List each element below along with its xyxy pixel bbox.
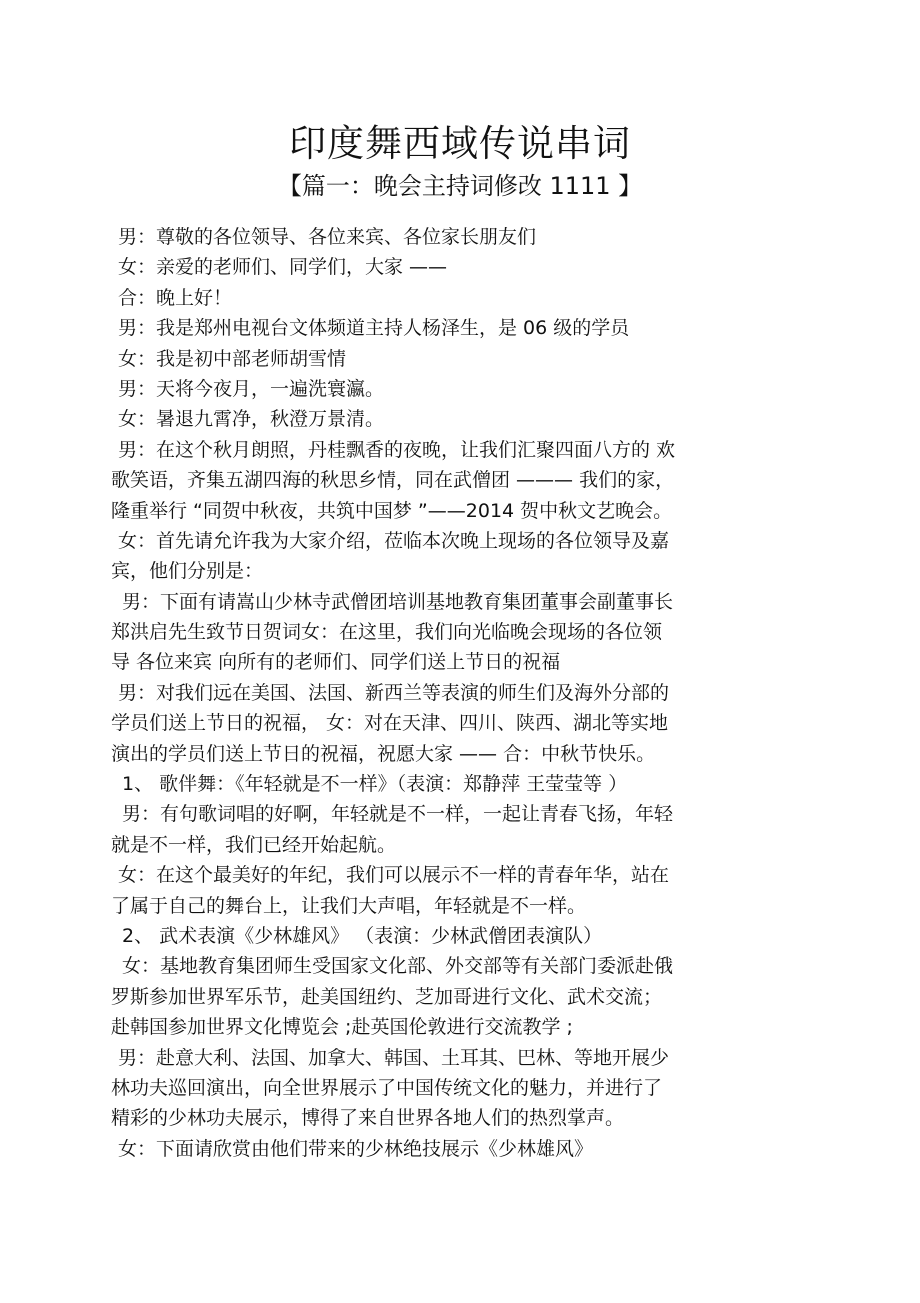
text-line: 林功夫巡回演出，向全世界展示了中国传统文化的魅力，并进行了 — [111, 1076, 663, 1099]
text-line: 男：我是郑州电视台文体频道主持人杨泽生，是 06 级的学员 — [118, 317, 630, 340]
document-title: 印度舞西域传说串词 — [289, 122, 631, 165]
text-line: 女：下面请欣赏由他们带来的少林绝技展示《少林雄风》 — [118, 1137, 594, 1160]
text-line: 男：天将今夜月，一遍洗寰瀛。 — [118, 377, 385, 400]
text-line: 郑洪启先生致节日贺词女：在这里，我们向光临晚会现场的各位领 — [111, 621, 663, 644]
text-line: 女：在这个最美好的年纪，我们可以展示不一样的青春年华，站在 — [118, 864, 670, 887]
text-line: 女：首先请允许我为大家介绍，莅临本次晚上现场的各位领导及嘉 — [118, 529, 670, 552]
text-line: 男：赴意大利、法国、加拿大、韩国、土耳其、巴林、等地开展少 — [118, 1046, 670, 1069]
text-line: 女：亲爱的老师们、同学们，大家 —— — [118, 256, 448, 279]
text-line: 男：有句歌词唱的好啊，年轻就是不一样，一起让青春飞扬，年轻 — [122, 803, 674, 826]
text-line: 2、 武术表演《少林雄风》 （表演：少林武僧团表演队） — [122, 924, 603, 947]
text-line: 男：对我们远在美国、法国、新西兰等表演的师生们及海外分部的 — [118, 681, 670, 704]
document-subtitle: 【篇一：晚会主持词修改 1111 】 — [277, 172, 643, 200]
document-body — [111, 222, 811, 1164]
text-line: 赴韩国参加世界文化博览会 ;赴英国伦敦进行交流教学 ; — [111, 1016, 573, 1039]
text-line: 男：下面有请嵩山少林寺武僧团培训基地教育集团董事会副董事长 — [122, 590, 674, 613]
text-line: 演出的学员们送上节日的祝福，祝愿大家 —— 合：中秋节快乐。 — [111, 742, 656, 765]
text-line: 女：我是初中部老师胡雪情 — [118, 347, 347, 370]
text-line: 男：尊敬的各位领导、各位来宾、各位家长朋友们 — [118, 226, 537, 248]
text-line: 了属于自己的舞台上，让我们大声唱，年轻就是不一样。 — [111, 894, 587, 917]
text-line: 罗斯参加世界军乐节，赴美国纽约、芝加哥进行文化、武术交流； — [111, 985, 663, 1008]
text-line: 精彩的少林功夫展示，博得了来自世界各地人们的热烈掌声。 — [111, 1107, 625, 1130]
text-line: 就是不一样，我们已经开始起航。 — [111, 833, 397, 856]
text-line: 合：晚上好！ — [118, 286, 233, 309]
text-line: 隆重举行 “同贺中秋夜，共筑中国梦 ”——2014 贺中秋文艺晚会。 — [111, 499, 673, 522]
text-line: 女：基地教育集团师生受国家文化部、外交部等有关部门委派赴俄 — [122, 955, 674, 978]
text-line: 歌笑语，齐集五湖四海的秋思乡情，同在武僧团 ——— 我们的家， — [111, 469, 675, 492]
text-line: 1、 歌伴舞：《年轻就是不一样》（表演：郑静萍 王莹莹等 ） — [122, 773, 628, 796]
text-line: 学员们送上节日的祝福， 女：对在天津、四川、陕西、湖北等实地 — [111, 712, 669, 735]
text-line: 导 各位来宾 向所有的老师们、同学们送上节日的祝福 — [111, 651, 561, 674]
text-line: 宾，他们分别是： — [111, 560, 264, 583]
text-line: 女：暑退九霄净，秋澄万景清。 — [118, 408, 385, 431]
text-line: 男：在这个秋月朗照，丹桂飘香的夜晚，让我们汇聚四面八方的 欢 — [118, 438, 676, 461]
